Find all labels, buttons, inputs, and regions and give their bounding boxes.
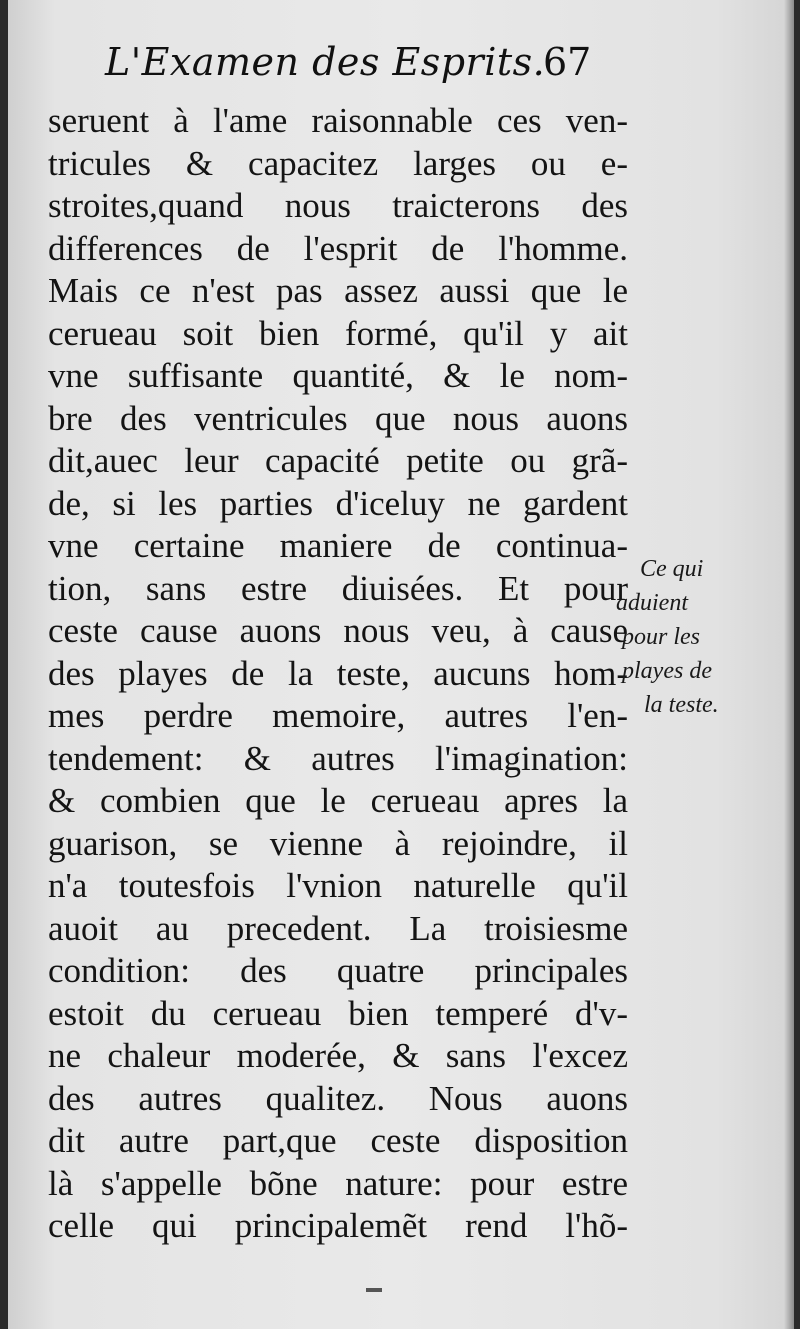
text-line: dit,auec leur capacité petite ou grã-	[48, 441, 628, 480]
text-line: auoit au precedent. La troisiesme	[48, 908, 628, 948]
text-line: des autres qualitez. Nous auons	[48, 1078, 628, 1118]
text-line: cerueau soit bien formé, qu'il y ait	[48, 313, 628, 353]
text-line: dit autre part,que ceste disposition	[48, 1121, 628, 1160]
text-line: là s'appelle bõne nature: pour estre	[48, 1163, 628, 1203]
book-page	[8, 0, 794, 1329]
running-title: L'Examen des Esprits.	[105, 40, 546, 84]
text-line: Mais ce n'est pas assez aussi que le	[48, 271, 628, 310]
marginal-line: aduient	[616, 590, 688, 616]
text-line: tion, sans estre diuisées. Et pour	[48, 568, 628, 608]
marginal-line: Ce qui	[640, 556, 704, 582]
text-line: seruent à l'ame raisonnable ces ven-	[48, 101, 628, 140]
text-line: condition: des quatre principales	[48, 951, 628, 990]
text-line: stroites,quand nous traicterons des	[48, 186, 628, 225]
text-line: & combien que le cerueau apres la	[48, 781, 628, 820]
marginal-line: la teste.	[644, 692, 719, 718]
marginal-line: playes de	[622, 658, 712, 684]
marginal-line: pour les	[622, 624, 700, 650]
text-line: bre des ventricules que nous auons	[48, 398, 628, 438]
marginal-note	[614, 552, 754, 722]
text-line: des playes de la teste, aucuns hom-	[48, 653, 628, 693]
text-line: ne chaleur moderée, & sans l'excez	[48, 1036, 628, 1075]
printer-mark	[366, 1288, 382, 1292]
text-line: guarison, se vienne à rejoindre, il	[48, 823, 628, 863]
text-line: tricules & capacitez larges ou e-	[48, 143, 628, 183]
body-text	[48, 100, 628, 1248]
text-line: vne suffisante quantité, & le nom-	[48, 356, 628, 395]
text-line: differences de l'esprit de l'homme.	[48, 228, 628, 268]
text-line: vne certaine maniere de continua-	[48, 526, 628, 565]
text-line: estoit du cerueau bien temperé d'v-	[48, 993, 628, 1033]
text-line: tendement: & autres l'imagination:	[48, 738, 628, 778]
text-line: ceste cause auons nous veu, à cause	[48, 611, 628, 650]
text-line: de, si les parties d'iceluy ne gardent	[48, 483, 628, 523]
text-line: mes perdre memoire, autres l'en-	[48, 696, 628, 735]
page-number: 67	[543, 40, 592, 84]
text-line: celle qui principalemẽt rend l'hõ-	[48, 1206, 628, 1245]
text-line: n'a toutesfois l'vnion naturelle qu'il	[48, 866, 628, 905]
